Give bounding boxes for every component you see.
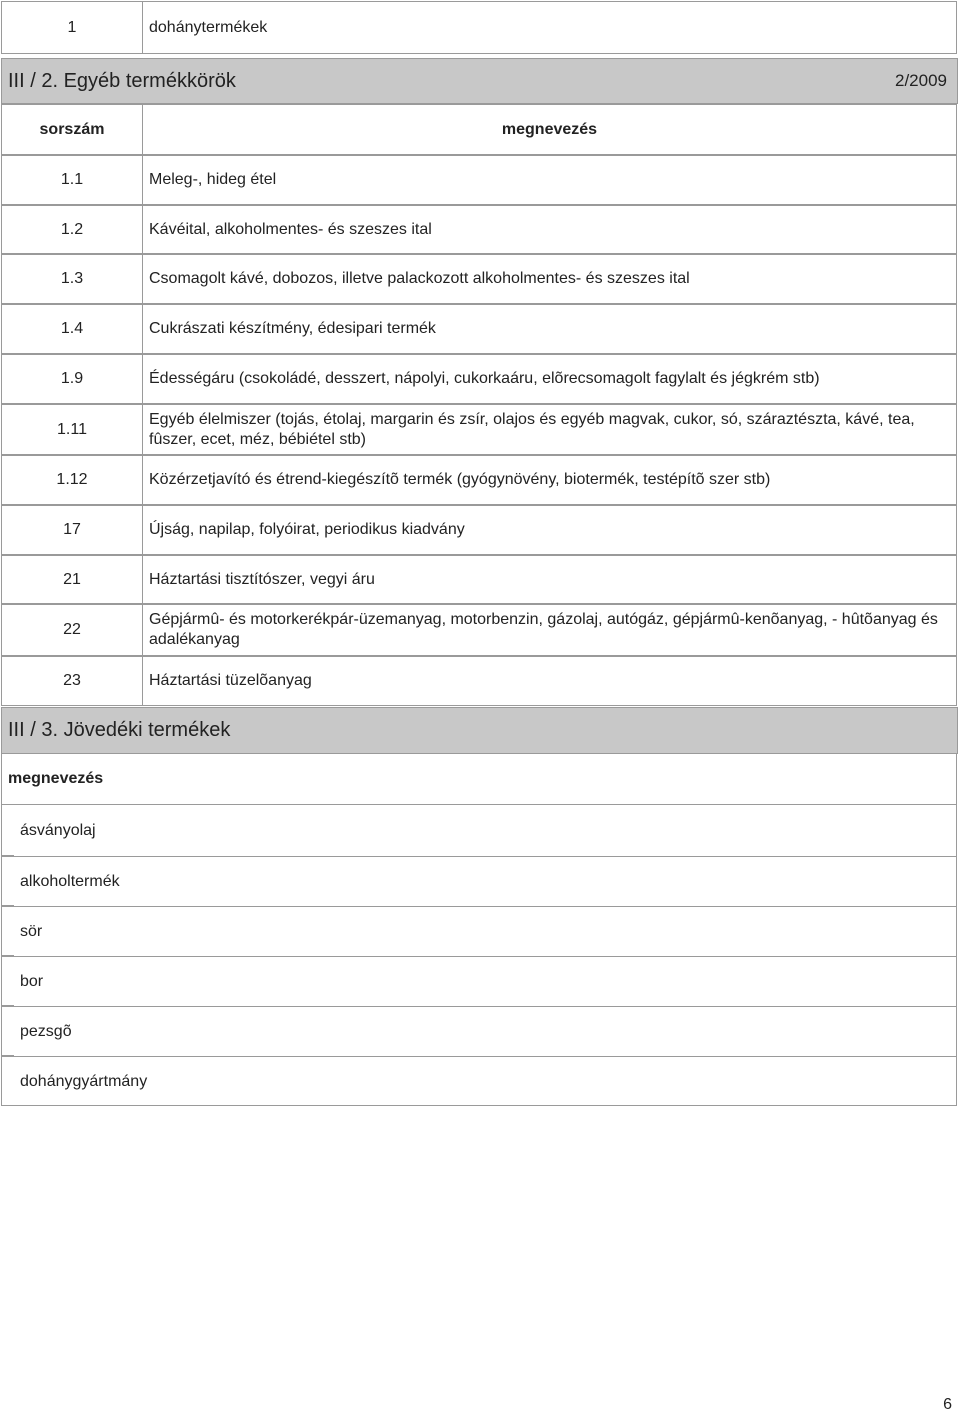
row-number: 1.11 <box>57 420 87 438</box>
list-item <box>2 906 956 956</box>
section-title: III / 3. Jövedéki termékek <box>8 719 231 741</box>
row-number: 1.1 <box>60 171 84 188</box>
table-row <box>1 155 957 205</box>
table-row <box>1 555 957 604</box>
table-row <box>1 505 957 555</box>
list-item <box>2 856 956 906</box>
row-text: Közérzetjavító és étrend-kiegészítõ termék (gyógynövény, biotermék, testépítõ szer stb) <box>149 471 771 488</box>
row-number: 1.2 <box>60 220 84 238</box>
row-number: 1.9 <box>60 370 84 387</box>
dash-mark <box>2 1005 14 1006</box>
list-item-label: alkoholtermék <box>20 872 120 890</box>
row-number: 22 <box>63 621 81 638</box>
row-text: Háztartási tisztítószer, vegyi áru <box>149 570 375 588</box>
row-text: Csomagolt kávé, dobozos, illetve palackozott alkoholmentes- és szeszes ital <box>149 270 690 287</box>
table-row <box>1 656 957 706</box>
table-row <box>1 254 957 304</box>
list-item <box>2 1006 956 1056</box>
row-text: Meleg-, hideg étel <box>149 171 277 188</box>
row-number: 17 <box>63 521 81 538</box>
row-number: 1.4 <box>60 320 84 337</box>
row-number: 21 <box>63 570 81 588</box>
list-item <box>2 806 956 856</box>
page-number: 6 <box>943 1396 952 1413</box>
row-number: 1.12 <box>56 471 88 488</box>
row-text: Egyéb élelmiszer (tojás, étolaj, margarin és zsír, olajos és egyéb magvak, cukor, só, száraztészta, kávé, tea, fûszer, ecet, méz, bébiétel stb) <box>149 410 915 448</box>
dash-mark <box>2 955 14 956</box>
column-header-name: megnevezés <box>501 120 598 138</box>
table-row <box>1 354 957 404</box>
column-header-row <box>1 104 957 155</box>
section-title: III / 2. Egyéb termékkörök <box>8 69 236 92</box>
table-row <box>1 404 957 455</box>
dash-mark <box>2 905 14 906</box>
row-number: 1.3 <box>60 270 84 287</box>
table-row <box>1 1 957 54</box>
row-text: dohánytermékek <box>149 18 268 36</box>
row-number: 23 <box>63 672 81 689</box>
section-header <box>1 707 958 754</box>
table-row <box>1 205 957 254</box>
table-row <box>1 455 957 505</box>
table-row <box>1 604 957 656</box>
row-text: Cukrászati készítmény, édesipari termék <box>149 320 436 337</box>
excise-table <box>1 754 957 1106</box>
row-text: Kávéital, alkoholmentes- és szeszes ital <box>149 220 432 238</box>
list-item-label: bor <box>20 972 44 990</box>
list-item-label: dohánygyártmány <box>20 1072 148 1090</box>
list-item-label: pezsgõ <box>20 1022 72 1040</box>
row-text: Édességáru (csokoládé, desszert, nápolyi, cukorkaáru, elõrecsomagolt fagylalt és jégkrém stb) <box>149 370 820 387</box>
list-item-label: sör <box>20 922 43 940</box>
row-text: Gépjármû- és motorkerékpár-üzemanyag, motorbenzin, gázolaj, autógáz, gépjármû-kenõanyag, - hûtõanyag és adalékanyag <box>149 611 938 648</box>
document-date: 2/2009 <box>895 71 947 90</box>
list-item <box>2 956 956 1006</box>
column-header-number: sorszám <box>39 120 105 138</box>
dash-mark <box>2 855 14 856</box>
list-item-label: ásványolaj <box>20 822 96 839</box>
table-row <box>1 304 957 354</box>
list-item <box>2 1056 956 1106</box>
row-number: 1 <box>67 18 77 36</box>
row-text: Háztartási tüzelõanyag <box>149 672 312 689</box>
section-header <box>1 58 958 104</box>
column-header-name: megnevezés <box>8 770 104 787</box>
row-text: Újság, napilap, folyóirat, periodikus kiadvány <box>149 521 465 538</box>
dash-mark <box>2 1055 14 1056</box>
